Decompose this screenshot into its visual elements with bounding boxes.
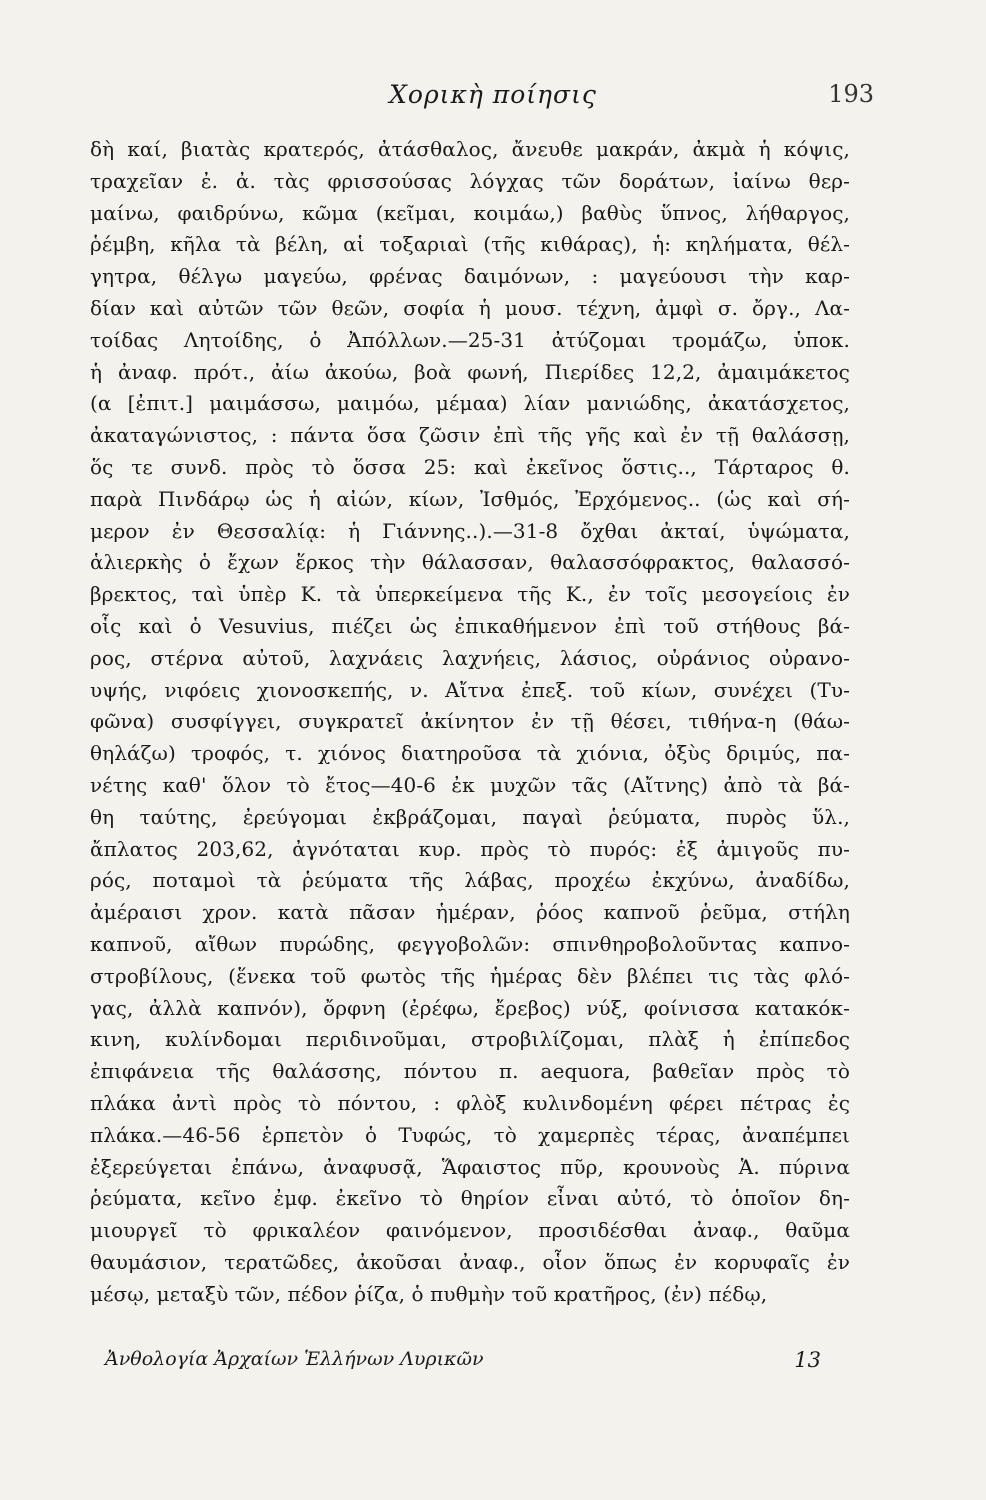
text-line: γητρα, θέλγω μαγεύω, φρένας δαιμόνων, : μαγεύουσι τὴν καρ- [90, 264, 850, 289]
text-line: μιουργεῖ τὸ φρικαλέον φαινόμενον, προσιδέσθαι ἀναφ., θαῦμα [90, 1218, 850, 1243]
text-line: ἀμέραισι χρον. κατὰ πᾶσαν ἡμέραν, ῥόος καπνοῦ ῥεῦμα, στήλη [90, 900, 850, 925]
text-line: ῥέμβη, κῆλα τὰ βέλη, αἱ τοξαριαὶ (τῆς κιθάρας), ἡ: κηλήματα, θέλ- [90, 232, 850, 257]
text-line: βρεκτος, ταὶ ὑπὲρ Κ. τὰ ὑπερκείμενα τῆς Κ., ἐν τοῖς μεσογείοις ἐν [90, 582, 850, 607]
text-line: τοίδας Λητοίδης, ὁ Ἀπόλλων.—25-31 ἀτύζομαι τρομάζω, ὑποκ. [90, 327, 850, 352]
text-line: ρος, στέρνα αὐτοῦ, λαχνάεις λαχνήεις, λάσιος, οὐράνιος οὐρανο- [90, 645, 850, 670]
text-line: μερον ἐν Θεσσαλίᾳ: ἡ Γιάννης..).—31-8 ὄχθαι ἀκταί, ὑψώματα, [90, 518, 850, 543]
text-line: ἁλιερκὴς ὁ ἔχων ἕρκος τὴν θάλασσαν, θαλασσόφρακτος, θαλασσό- [90, 550, 850, 575]
text-line: (α [ἐπιτ.] μαιμάσσω, μαιμόω, μέμαα) λίαν μανιώδης, ἀκατάσχετος, [90, 391, 850, 416]
text-line: μαίνω, φαιδρύνω, κῶμα (κεῖμαι, κοιμάω,) βαθὺς ὕπνος, λήθαργος, [90, 200, 850, 225]
text-line: ῥεύματα, κεῖνο ἐμφ. ἐκεῖνο τὸ θηρίον εἶναι αὐτό, τὸ ὁποῖον δη- [90, 1186, 850, 1211]
text-line: πλάκα.—46-56 ἑρπετὸν ὁ Τυφώς, τὸ χαμερπὲς τέρας, ἀναπέμπει [90, 1122, 850, 1147]
text-line: καπνοῦ, αἴθων πυρώδης, φεγγοβολῶν: σπινθηροβολοῦντας καπνο- [90, 931, 850, 956]
text-line: μέσῳ, μεταξὺ τῶν, πέδον ῥίζα, ὁ πυθμὴν τοῦ κρατῆρος, (ἐν) πέδῳ, [90, 1281, 768, 1306]
text-line: παρὰ Πινδάρῳ ὡς ἡ αἰών, κίων, Ἰσθμός, Ἐρχόμενος.. (ὡς καὶ σή- [90, 486, 850, 511]
printer-signature: 13 [794, 1348, 821, 1372]
text-line: κινη, κυλίνδομαι περιδινοῦμαι, στροβιλίζομαι, πλὰξ ἡ ἐπίπεδος [90, 1027, 850, 1052]
text-line: δίαν καὶ αὐτῶν τῶν θεῶν, σοφία ἡ μουσ. τέχνη, ἀμφὶ σ. ὄργ., Λα- [90, 295, 850, 320]
text-line: υψής, νιφόεις χιονοσκεπής, ν. Αἴτνα ἐπεξ. τοῦ κίων, συνέχει (Τυ- [90, 677, 850, 702]
text-line: στροβίλους, (ἕνεκα τοῦ φωτὸς τῆς ἡμέρας δὲν βλέπει τις τὰς φλό- [90, 963, 850, 988]
text-line: νέτης καθ' ὅλον τὸ ἔτος—40-6 ἐκ μυχῶν τᾶς (Αἴτνης) ἀπὸ τὰ βά- [90, 772, 850, 797]
text-line: ἀκαταγώνιστος, : πάντα ὅσα ζῶσιν ἐπὶ τῆς γῆς καὶ ἐν τῇ θαλάσσῃ, [90, 423, 850, 448]
text-line: ρός, ποταμοὶ τὰ ῥεύματα τῆς λάβας, προχέω ἐκχύνω, ἀναδίδω, [90, 868, 850, 893]
text-line: δὴ καί, βιατὰς κρατερός, ἀτάσθαλος, ἄνευθε μακράν, ἀκμὰ ἡ κόψις, [90, 137, 850, 161]
text-line: ὅς τε συνδ. πρὸς τὸ ὅσσα 25: καὶ ἐκεῖνος ὅστις.., Τάρταρος θ. [90, 454, 850, 479]
text-line: ἡ ἀναφ. πρότ., ἀίω ἀκούω, βοὰ φωνή, Πιερίδες 12,2, ἀμαιμάκετος [90, 359, 850, 384]
text-line: φῶνα) συσφίγγει, συγκρατεῖ ἀκίνητον ἐν τῇ θέσει, τιθήνα-η (θάω- [90, 709, 850, 734]
text-line: ἐξερεύγεται ἐπάνω, ἀναφυσᾷ, Ἅφαιστος πῦρ, κρουνοὺς Ἁ. πύρινα [90, 1154, 850, 1179]
text-line: πλάκα ἀντὶ πρὸς τὸ πόντου, : φλὸξ κυλινδομένη φέρει πέτρας ἐς [90, 1090, 850, 1115]
text-line: γας, ἀλλὰ καπνόν), ὄρφνη (ἐρέφω, ἔρεβος) νύξ, φοίνισσα κατακόκ- [90, 995, 850, 1020]
commentary-text [90, 134, 850, 1310]
text-line: θηλάζω) τροφός, τ. χιόνος διατηροῦσα τὰ χιόνια, ὀξὺς δριμύς, πα- [90, 741, 850, 766]
page-footer [105, 1348, 845, 1370]
text-line: τραχεῖαν ἐ. ἀ. τὰς φρισσούσας λόγχας τῶν δοράτων, ἰαίνω θερ- [90, 168, 850, 193]
running-title: Χορικὴ ποίησις [389, 80, 597, 109]
page-number: 193 [828, 80, 874, 108]
text-line: θη ταύτης, ἐρεύγομαι ἐκβράζομαι, παγαὶ ῥεύματα, πυρὸς ὕλ., [90, 804, 850, 829]
text-line: ἄπλατος 203,62, ἀγνόταται κυρ. πρὸς τὸ πυρός: ἐξ ἀμιγοῦς πυ- [90, 836, 850, 861]
text-line: ἐπιφάνεια τῆς θαλάσσης, πόντου π. aequora, βαθεῖαν πρὸς τὸ [90, 1059, 850, 1084]
book-title: Ἀνθολογία Ἀρχαίων Ἑλλήνων Λυρικῶν [105, 1348, 484, 1370]
text-line: θαυμάσιον, τερατῶδες, ἀκοῦσαι ἀναφ., οἷον ὅπως ἐν κορυφαῖς ἐν [90, 1249, 850, 1274]
text-line: οἷς καὶ ὁ Vesuvius, πιέζει ὡς ἐπικαθήμενον ἐπὶ τοῦ στήθους βά- [90, 613, 850, 638]
